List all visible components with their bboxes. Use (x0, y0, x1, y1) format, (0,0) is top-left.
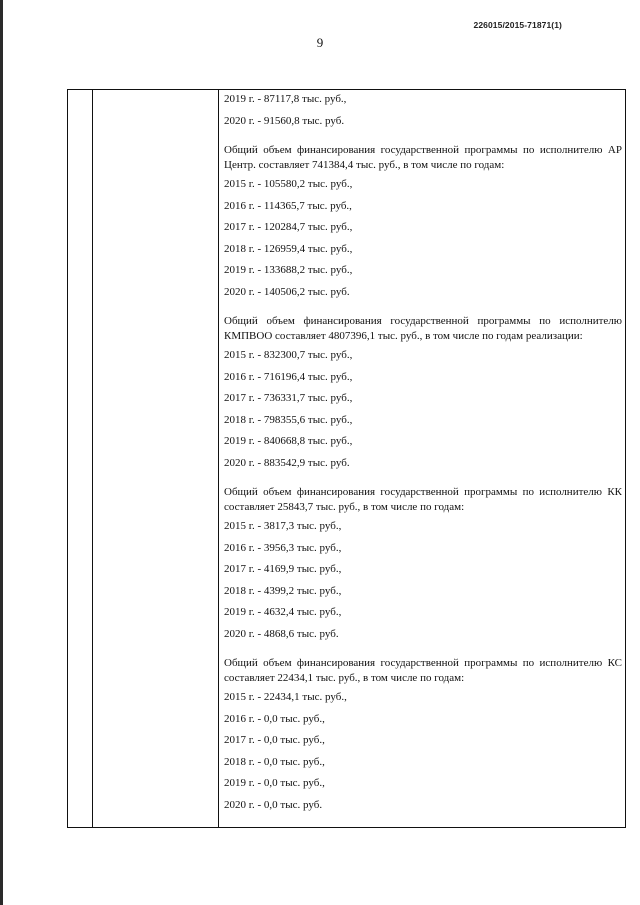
executor-paragraph: Общий объем финансирования государственной программы по исполнителю КС составляет 22434,1 тыс. руб., в том числе по годам: (224, 657, 622, 684)
year-line: 2017 г. - 736331,7 тыс. руб., (224, 392, 353, 404)
financing-table (67, 89, 626, 828)
year-line: 2015 г. - 22434,1 тыс. руб., (224, 691, 347, 703)
executor-block-kk (224, 485, 622, 648)
year-line: 2019 г. - 0,0 тыс. руб., (224, 777, 325, 789)
year-line: 2017 г. - 4169,9 тыс. руб., (224, 563, 342, 575)
year-line: 2020 г. - 0,0 тыс. руб. (224, 798, 323, 811)
year-line: 2020 г. - 91560,8 тыс. руб. (224, 114, 345, 127)
executor-paragraph: Общий объем финансирования государственной программы по исполнителю АР Центр. составляет 741384,4 тыс. руб., в том числе по годам: (224, 144, 622, 171)
executor-paragraph: Общий объем финансирования государственной программы по исполнителю КК составляет 25843,7 тыс. руб., в том числе по годам: (224, 486, 622, 513)
executor-block-ar-center (224, 143, 622, 306)
year-line: 2019 г. - 840668,8 тыс. руб., (224, 435, 353, 447)
year-line: 2015 г. - 3817,3 тыс. руб., (224, 520, 342, 532)
year-line: 2018 г. - 126959,4 тыс. руб., (224, 242, 353, 255)
year-line: 2018 г. - 4399,2 тыс. руб., (224, 584, 342, 597)
year-line: 2016 г. - 3956,3 тыс. руб., (224, 541, 342, 554)
year-line: 2016 г. - 114365,7 тыс. руб., (224, 199, 352, 212)
year-line: 2020 г. - 140506,2 тыс. руб. (224, 285, 350, 298)
executor-block-ks (224, 656, 622, 819)
year-line: 2018 г. - 798355,6 тыс. руб., (224, 413, 353, 426)
year-line: 2016 г. - 716196,4 тыс. руб., (224, 370, 353, 383)
year-line: 2019 г. - 4632,4 тыс. руб., (224, 606, 342, 618)
executor-paragraph: Общий объем финансирования государственной программы по исполнителю КМПВОО составляет 4807396,1 тыс. руб., в том числе по годам реализации: (224, 315, 622, 342)
year-line: 2017 г. - 0,0 тыс. руб., (224, 734, 325, 746)
document-id: 226015/2015-71871(1) (473, 20, 562, 30)
table-column-divider (92, 90, 93, 827)
year-line: 2020 г. - 4868,6 тыс. руб. (224, 627, 339, 640)
year-line: 2019 г. - 87117,8 тыс. руб., (224, 93, 347, 105)
year-line: 2020 г. - 883542,9 тыс. руб. (224, 456, 350, 469)
page-number: 9 (316, 35, 324, 50)
executor-block-kmpvoo (224, 314, 622, 477)
year-line: 2018 г. - 0,0 тыс. руб., (224, 755, 325, 768)
financing-cell (224, 92, 622, 819)
table-column-divider (218, 90, 219, 827)
year-line: 2017 г. - 120284,7 тыс. руб., (224, 221, 353, 233)
year-line: 2019 г. - 133688,2 тыс. руб., (224, 264, 353, 276)
year-line: 2015 г. - 105580,2 тыс. руб., (224, 178, 353, 190)
year-line: 2016 г. - 0,0 тыс. руб., (224, 712, 325, 725)
scan-left-edge (0, 0, 3, 905)
year-line: 2015 г. - 832300,7 тыс. руб., (224, 349, 353, 361)
